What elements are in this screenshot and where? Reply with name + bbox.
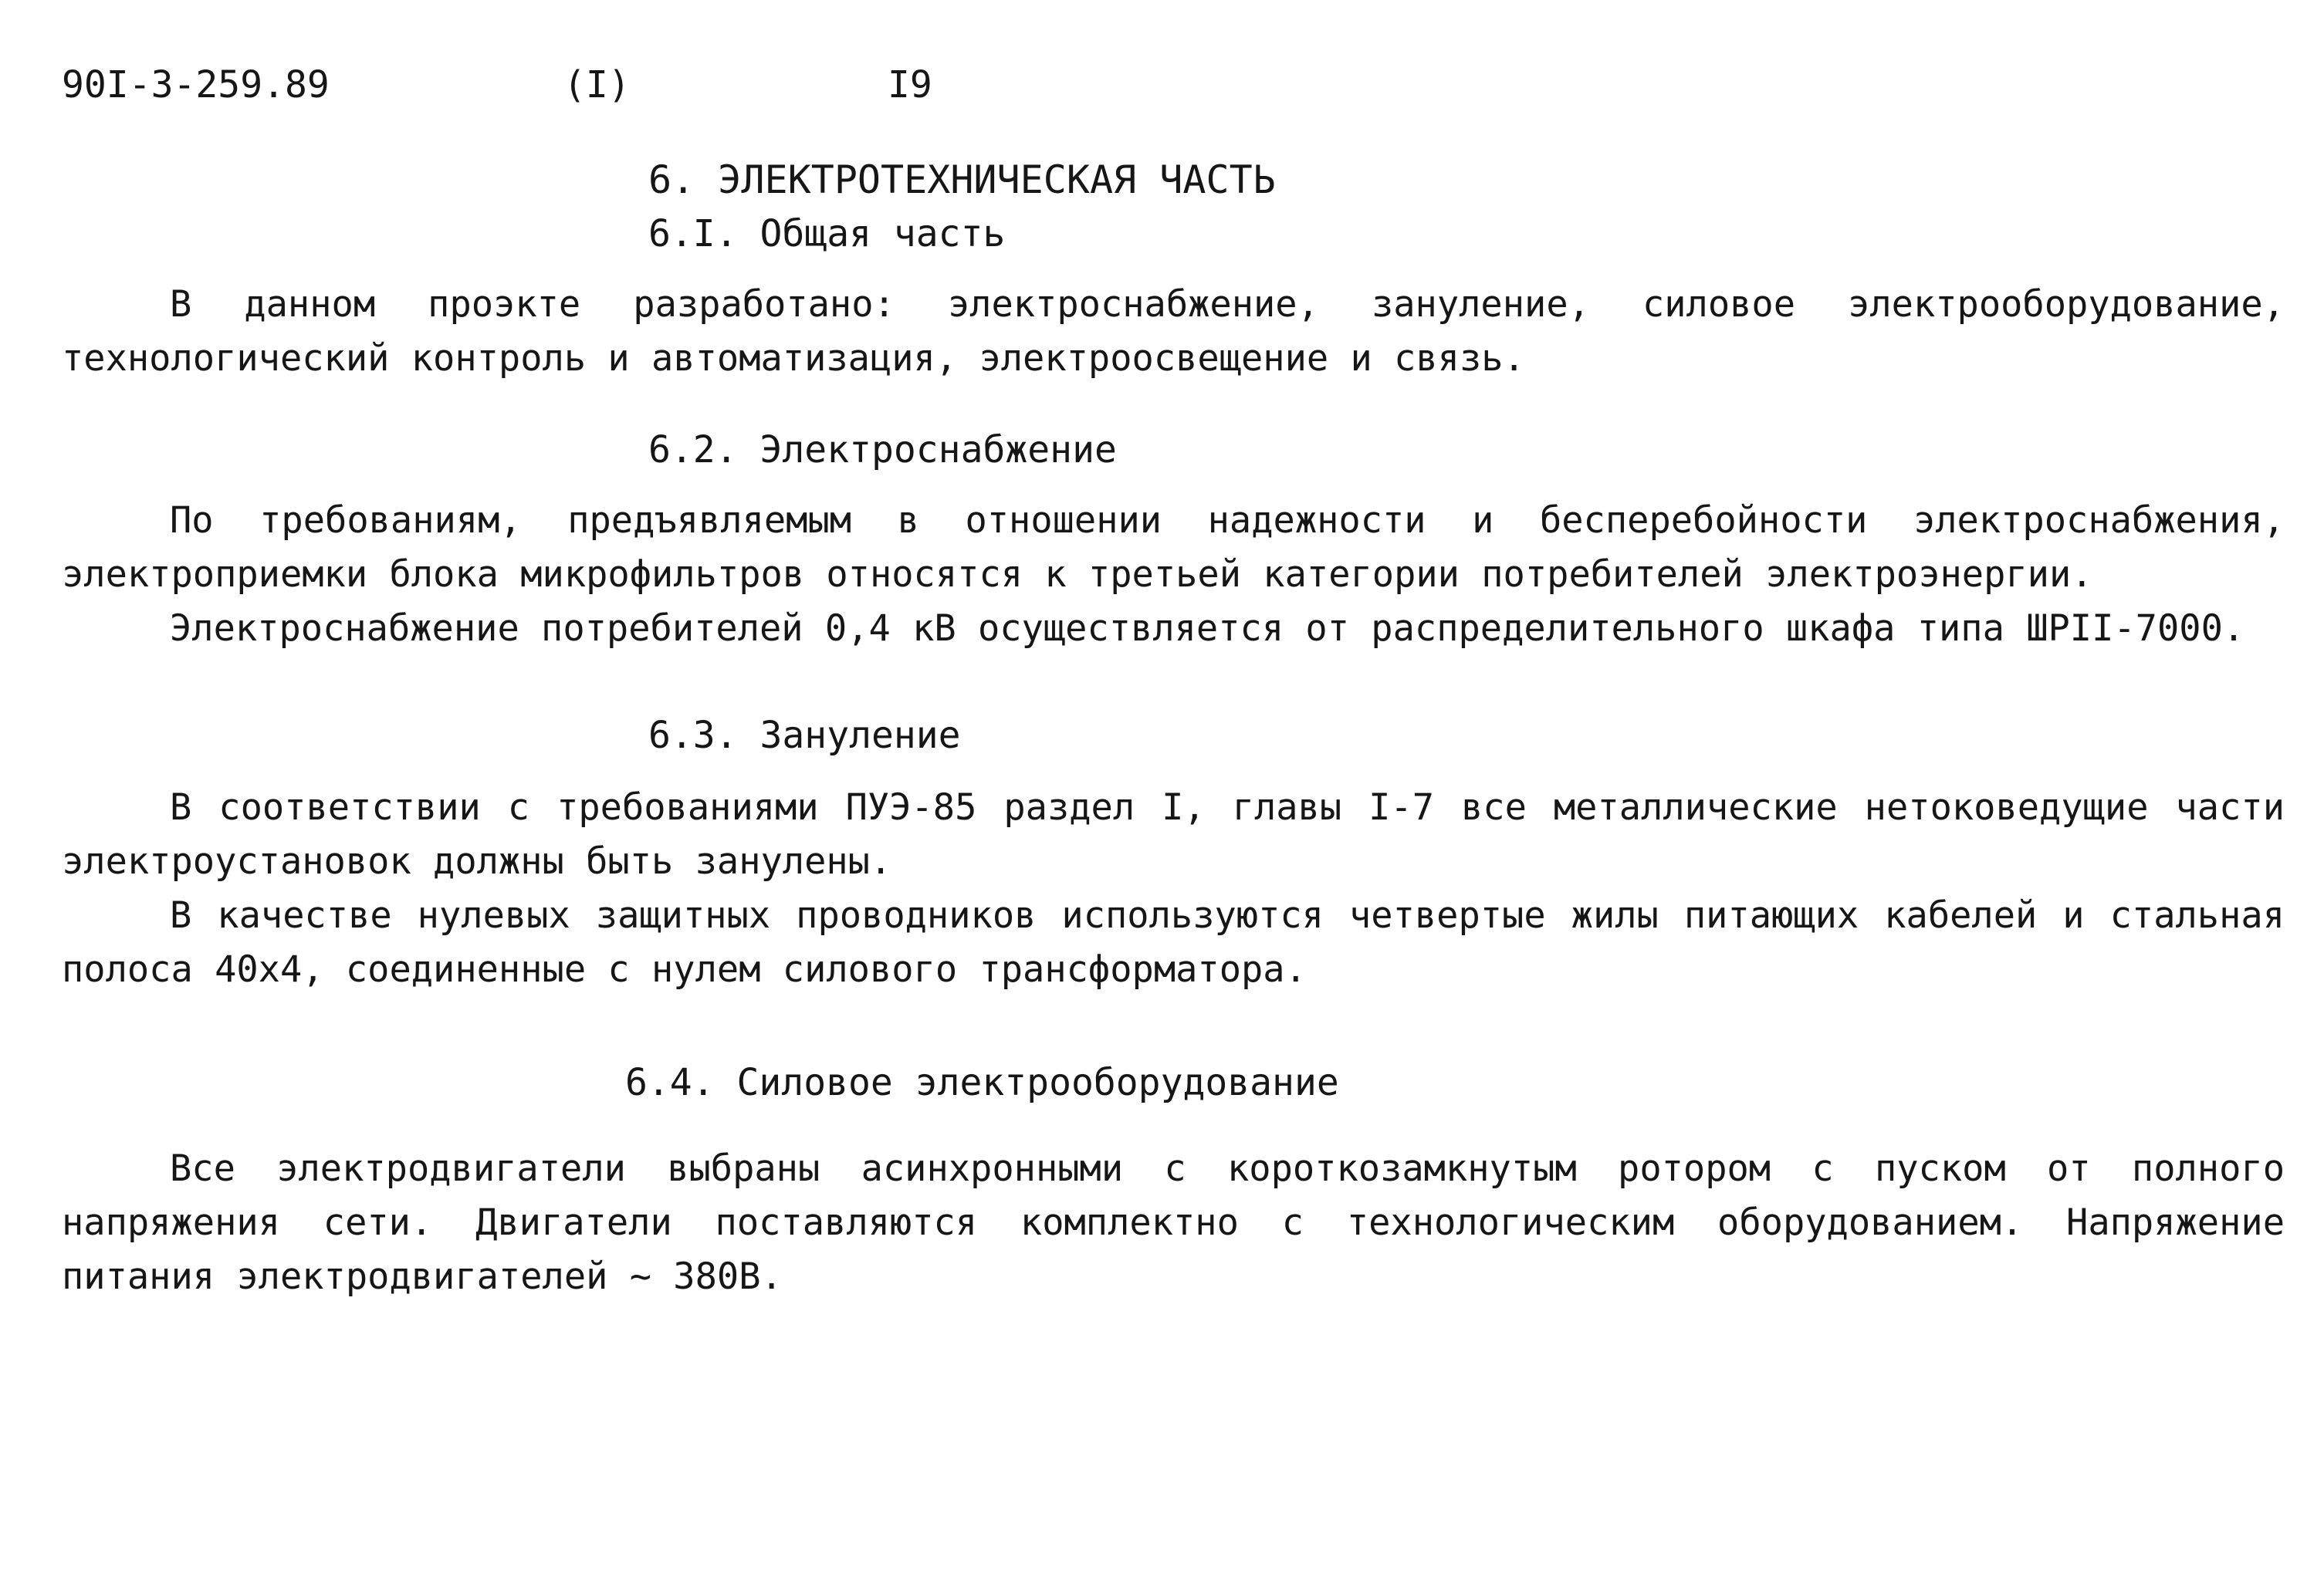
paragraph-power-supply-1: По требованиям, предъявляемым в отношении надежности и бесперебойности электроснабжения, электроприемки блока микрофильтров относятся к третьей категории потребителей электроэнергии. <box>62 499 2285 596</box>
page-number: I9 <box>888 63 932 106</box>
subsection-title-power-equipment: 6.4. Силовое электрооборудование <box>625 1061 1339 1104</box>
volume-number: (I) <box>563 63 631 106</box>
paragraph-grounding-2: В качестве нулевых защитных проводников используются четвертые жилы питающих кабелей и стальная полоса 40х4, соединенные с нулем силового трансформатора. <box>62 894 2285 991</box>
subsection-title-grounding: 6.3. Зануление <box>648 714 961 757</box>
section-title: 6. ЭЛЕКТРОТЕХНИЧЕСКАЯ ЧАСТЬ <box>648 157 1276 202</box>
subsection-title-general: 6.I. Общая часть <box>648 212 1006 255</box>
paragraph-general: В данном проэкте разработано: электроснабжение, зануление, силовое электрооборудование, технологический контроль и автоматизация, электроосвещение и связь. <box>62 283 2285 380</box>
subsection-title-power-supply: 6.2. Электроснабжение <box>648 428 1117 471</box>
paragraph-power-equipment: Все электродвигатели выбраны асинхронными с короткозамкнутым ротором с пуском от полного напряжения сети. Двигатели поставляются комплектно с технологическим оборудованием. Напряжение питания электродвигателей ~ 380В. <box>62 1147 2285 1298</box>
document-code: 90I-3-259.89 <box>62 63 330 106</box>
paragraph-grounding-1: В соответствии с требованиями ПУЭ-85 раздел I, главы I-7 все металлические нетоковедущие части электроустановок должны быть занулены. <box>62 786 2285 883</box>
paragraph-power-supply-2: Электроснабжение потребителей 0,4 кВ осуществляется от распределительного шкафа типа ШРII-7000. <box>170 607 2245 650</box>
